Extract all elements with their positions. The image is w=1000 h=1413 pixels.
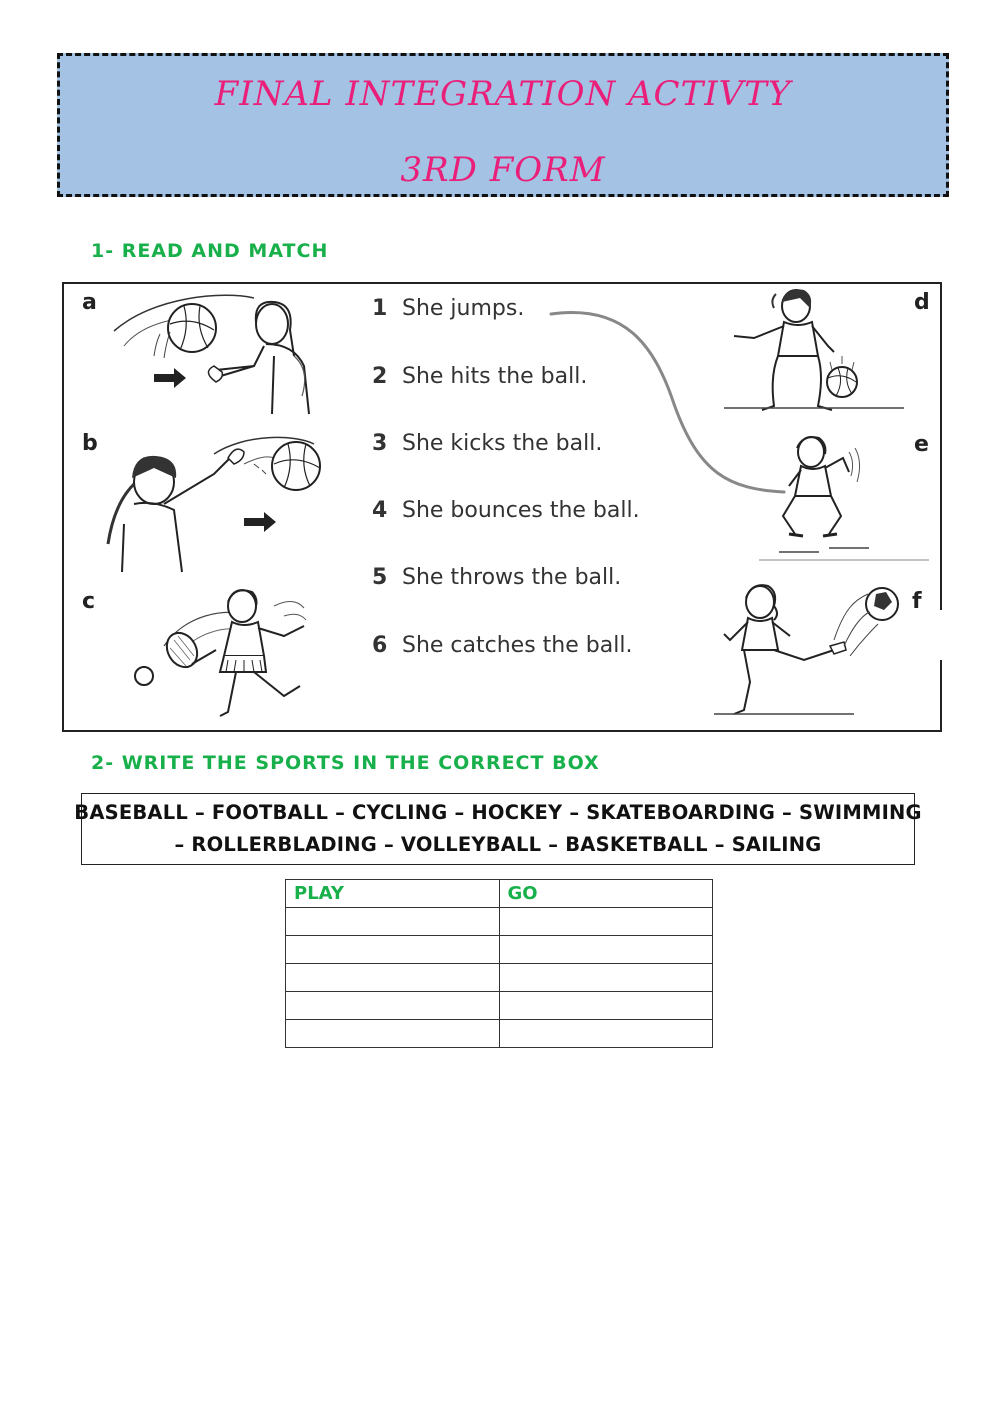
sentence-number: 3 xyxy=(372,431,388,456)
blank-patch xyxy=(940,610,1000,660)
table-row xyxy=(286,936,713,964)
girl-kicking-ball-picture[interactable] xyxy=(704,580,914,720)
play-answer-cell[interactable] xyxy=(286,908,500,936)
table-row xyxy=(286,908,713,936)
go-column-header: GO xyxy=(499,880,713,908)
worksheet-subtitle: 3RD FORM xyxy=(400,150,606,190)
sentence-number: 6 xyxy=(372,633,388,658)
play-answer-cell[interactable] xyxy=(286,1020,500,1048)
go-answer-cell[interactable] xyxy=(499,964,713,992)
table-row xyxy=(286,964,713,992)
go-answer-cell[interactable] xyxy=(499,908,713,936)
girl-bouncing-ball-picture[interactable] xyxy=(714,286,914,416)
worksheet-title: FINAL INTEGRATION ACTIVTY xyxy=(214,74,792,114)
girl-catching-ball-picture[interactable] xyxy=(104,286,344,421)
sentence-text: She catches the ball. xyxy=(402,633,633,658)
table-header-row xyxy=(286,880,713,908)
letter-c: c xyxy=(82,589,96,614)
word-bank-line-2: – ROLLERBLADING – VOLLEYBALL – BASKETBALL – SAILING xyxy=(174,833,822,856)
table-row xyxy=(286,992,713,1020)
sentence-text: She hits the ball. xyxy=(402,364,588,389)
section2-title: 2- WRITE THE SPORTS IN THE CORRECT BOX xyxy=(91,752,600,774)
play-go-table xyxy=(285,879,713,1048)
play-answer-cell[interactable] xyxy=(286,936,500,964)
letter-b: b xyxy=(82,431,98,456)
sentence-text: She bounces the ball. xyxy=(402,498,640,523)
letter-d: d xyxy=(914,290,930,315)
sentence-number: 5 xyxy=(372,565,388,590)
go-answer-cell[interactable] xyxy=(499,992,713,1020)
sentence-text: She jumps. xyxy=(402,296,525,321)
read-and-match-panel xyxy=(62,282,942,732)
word-bank-line-1: BASEBALL – FOOTBALL – CYCLING – HOCKEY – SKATEBOARDING – SWIMMING xyxy=(74,801,922,824)
sentence-number: 2 xyxy=(372,364,388,389)
girl-jumping-picture[interactable] xyxy=(759,432,934,564)
letter-e: e xyxy=(914,432,929,457)
sentence-text: She throws the ball. xyxy=(402,565,622,590)
section1-title: 1- READ AND MATCH xyxy=(91,240,329,262)
go-answer-cell[interactable] xyxy=(499,936,713,964)
letter-a: a xyxy=(82,290,97,315)
play-answer-cell[interactable] xyxy=(286,964,500,992)
girl-hitting-ball-picture[interactable] xyxy=(124,576,354,724)
sentence-number: 1 xyxy=(372,296,388,321)
girl-throwing-ball-picture[interactable] xyxy=(94,424,334,574)
sports-word-bank xyxy=(74,793,922,865)
sentence-text: She kicks the ball. xyxy=(402,431,603,456)
play-column-header: PLAY xyxy=(286,880,500,908)
go-answer-cell[interactable] xyxy=(499,1020,713,1048)
play-answer-cell[interactable] xyxy=(286,992,500,1020)
sentence-number: 4 xyxy=(372,498,388,523)
letter-f: f xyxy=(912,589,922,614)
title-banner xyxy=(57,53,949,197)
table-row xyxy=(286,1020,713,1048)
